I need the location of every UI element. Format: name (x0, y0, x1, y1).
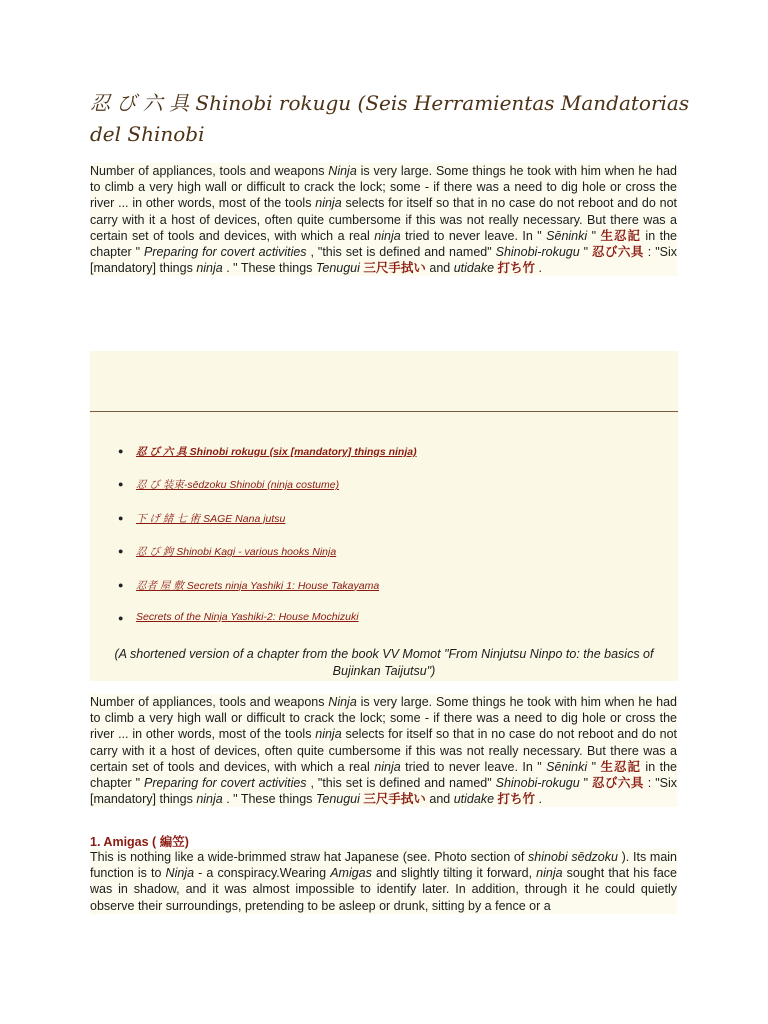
bullet-icon: ● (118, 512, 124, 523)
link-sage-nana-jutsu[interactable]: 下 げ 緒 七 術 SAGE Nana jutsu (136, 512, 286, 525)
bullet-icon: ● (118, 546, 124, 557)
page-title (90, 88, 690, 150)
section-heading-amigas: 1. Amigas ( 編笠) (90, 835, 189, 849)
title-japanese: 忍 び 六 具 (90, 91, 190, 115)
list-item (118, 544, 417, 577)
amigas-paragraph: This is nothing like a wide-brimmed straw hat Japanese (see. Photo section of shinobi sēdzoku ). Its main function is to Ninja - a conspiracy.Wearing Amigas and slightly tilting it forward, ninja sought that his face was in shadow, and it was almost impossible to identify later. In addition, through it he could quietly observe their surroundings, pretending to be asleep or drunk, sitting by a fence or a (90, 850, 677, 913)
related-links-list (118, 444, 417, 644)
link-yashiki-takayama[interactable]: 忍者 屋 敷 Secrets ninja Yashiki 1: House Takayama (136, 579, 380, 592)
book-caption: (A shortened version of a chapter from the book VV Momot "From Ninjutsu Ninpo to: the basics of Bujinkan Taijutsu") (114, 647, 654, 678)
link-yashiki-mochizuki[interactable]: Secrets of the Ninja Yashiki-2: House Mochizuki (136, 610, 359, 623)
bullet-icon: ● (118, 479, 124, 490)
list-item (118, 444, 417, 477)
list-item (118, 477, 417, 510)
link-shinobi-sedzoku[interactable]: 忍 び 装束-sēdzoku Shinobi (ninja costume) (136, 479, 340, 492)
link-shinobi-kagi[interactable]: 忍 び 鉤 Shinobi Kagi - various hooks Ninja (136, 546, 337, 559)
bullet-icon: ● (118, 579, 124, 590)
body-paragraph: Number of appliances, tools and weapons Ninja is very large. Some things he took with him when he had to climb a very high wall or difficult to crack the lock; some - if there was a need to dig hole or cross the river ... in other words, most of the tools ninja selects for itself so that in no case do not reboot and do not carry with it a host of devices, often quite cumbersome if this was not really necessary. But there was a certain set of tools and devices, with which a real ninja tried to never leave. In " Sēninki " 生忍記 in the chapter " Preparing for covert activities , "this set is defined and named" Shinobi-rokugu " 忍び六具 : "Six [mandatory] things ninja . " These things Tenugui 三尺手拭い and utidake 打ち竹 . (90, 695, 677, 807)
link-shinobi-rokugu[interactable]: 忍 び 六 具 Shinobi rokugu (six [mandatory] things ninja) (136, 446, 417, 458)
intro-paragraph: Number of appliances, tools and weapons Ninja is very large. Some things he took with him when he had to climb a very high wall or difficult to crack the lock; some - if there was a need to dig hole or cross the river ... in other words, most of the tools ninja selects for itself so that in no case do not reboot and do not carry with it a host of devices, often quite cumbersome if this was not really necessary. But there was a certain set of tools and devices, with which a real ninja tried to never leave. In " Sēninki " 生忍記 in the chapter " Preparing for covert activities , "this set is defined and named" Shinobi-rokugu " 忍び六具 : "Six [mandatory] things ninja . " These things Tenugui 三尺手拭い and utidake 打ち竹 . (90, 164, 677, 276)
list-item (118, 511, 417, 544)
title-text: Shinobi rokugu (Seis Herramientas Mandatorias del Shinobi (90, 91, 690, 146)
bullet-icon: ● (118, 446, 124, 456)
list-item (118, 578, 417, 611)
divider (90, 411, 678, 412)
list-item (118, 611, 417, 644)
bullet-icon: ● (118, 612, 124, 623)
